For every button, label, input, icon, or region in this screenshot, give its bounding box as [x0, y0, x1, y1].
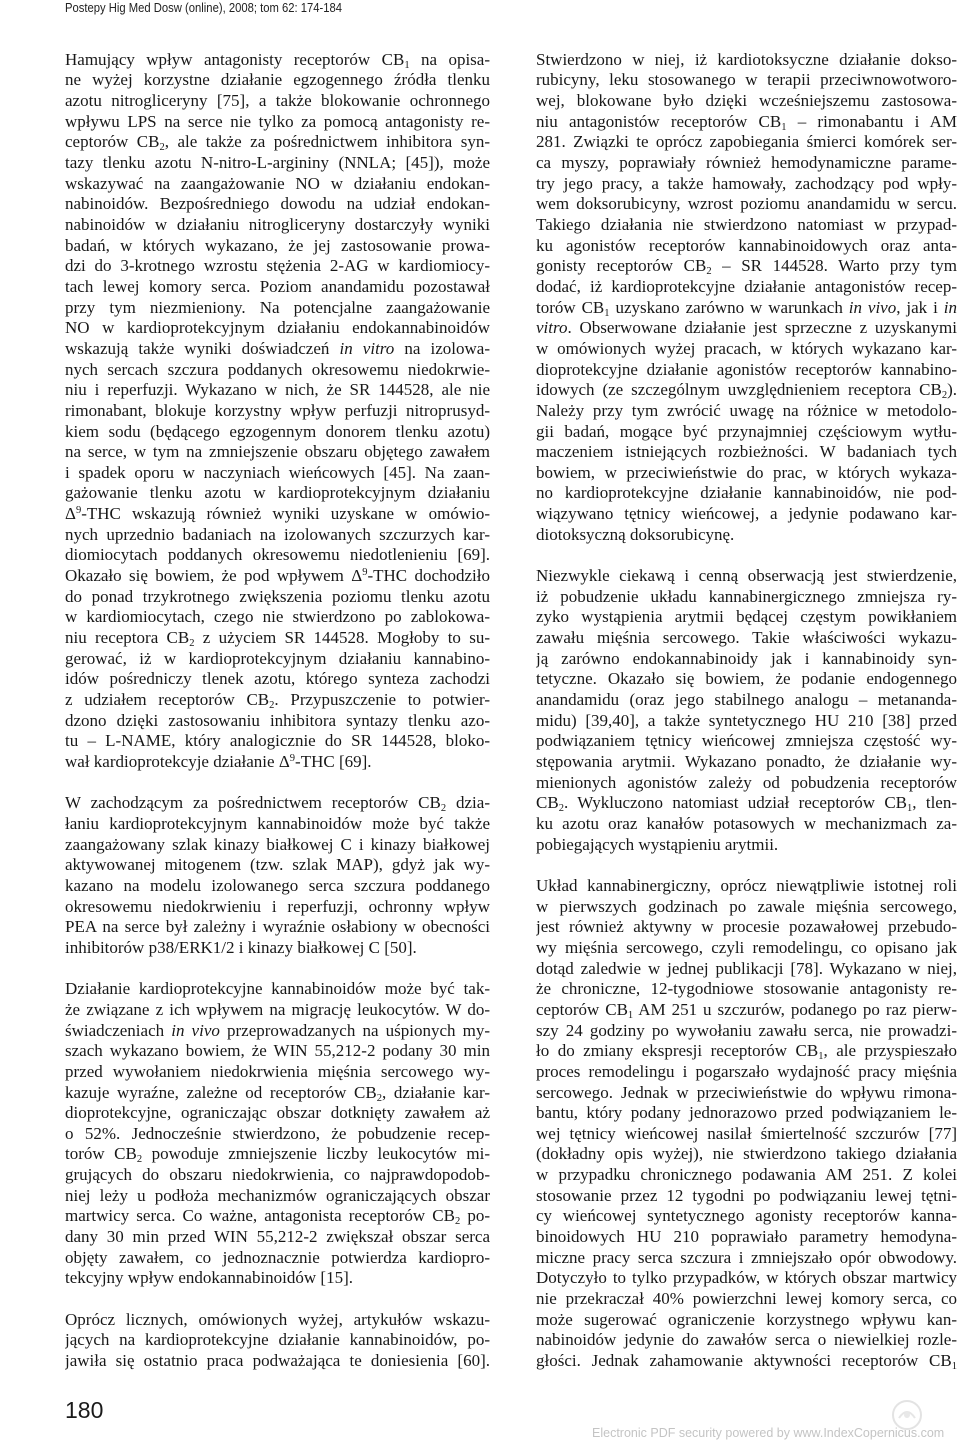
text-line: iż pobudzenie układu kannabinergicznego zmniejsza ry-: [536, 586, 957, 606]
text-line: na serce, w tym na zmniejszenie obszaru objętego zawałem: [65, 442, 490, 462]
text-line: nabinoidów w działaniu nitrogliceryny dostarczyły wyniki: [65, 214, 490, 234]
subscript: 1: [951, 1360, 957, 1372]
text-run: , ale przyspieszało: [823, 1041, 957, 1061]
text-line: tazy tlenku azotu N-nitro-L-argininy (NNLA; [45]), może: [65, 152, 490, 172]
text-line: inhibitorów p38/ERK1/2 i kinazy białkowej C [50].: [65, 937, 417, 957]
text-line: NO w kardioprotekcyjnym działaniu endokannabinoidów: [65, 318, 490, 338]
text-line: w omówionych wyżej pracach, w których wykazano kar-: [536, 338, 957, 358]
text-run: Hamujący wpływ antagonisty receptorów CB: [65, 49, 405, 69]
text-run: martwicy serca. Co ważne, antagonista receptorów CB: [65, 1206, 455, 1226]
text-run: , działanie kar-: [381, 1082, 490, 1102]
text-run: przeprowadzanych na uśpionych my-: [219, 1020, 490, 1040]
text-run: , jak i: [896, 297, 944, 317]
running-header: Postepy Hig Med Dosw (online), 2008; tom 62: 174-184: [65, 1, 343, 15]
page-number: 180: [65, 1397, 104, 1423]
text-line: [536, 1351, 957, 1372]
text-line: proces remodelingu i pogarszało wydajność pracy mięśnia: [536, 1061, 957, 1081]
text-line: mienionych agonistów zależy od pobudzenia receptorów: [536, 772, 957, 792]
text-line: dzono dzięki zastosowaniu inhibitora syntazy tlenku azo-: [65, 710, 490, 730]
text-run: gonisty receptorów CB: [536, 256, 707, 276]
text-line: rubicyny, leku stosowanego w terapii przeciwnowotworo-: [536, 70, 957, 90]
text-line: [65, 504, 490, 525]
text-line: [536, 1000, 957, 1021]
text-line: Niezwykle ciekawą i cenną obserwacją jest stwierdzenie,: [536, 566, 957, 586]
text-run: dzia-: [446, 793, 490, 813]
italic-term: in: [943, 297, 957, 317]
text-line: w pierwszych godzinach po zawale mięśnia sercowego,: [536, 896, 957, 916]
text-run: – rimonabantu i AM: [786, 111, 957, 131]
text-line: midu) [39,40], a także syntetycznego HU 210 [38] przed: [536, 710, 957, 730]
text-run: niu antagonistów receptorów CB: [536, 111, 782, 131]
subscript: 2: [558, 803, 564, 814]
text-line: objęty zawałem, co jednoznacznie potwierdza kardiopro-: [65, 1247, 490, 1267]
text-run: idowych (ze szczególnym uwzględnieniem receptora CB: [536, 380, 942, 400]
text-line: że chroniczne, 12-tygodniowe stosowanie antagonisty re-: [536, 979, 957, 999]
text-line: nabinoidów jedynie do zawałów serca o niewielkiej rozle-: [536, 1330, 957, 1350]
text-run: – SR 144528. Warto przy tym: [711, 256, 957, 276]
indexcopernicus-logo-icon: [890, 1398, 924, 1432]
text-line: przy tym niezmieniony. Na potencjalne zaangażowanie: [65, 297, 490, 317]
text-line: Takiego działania nie stwierdzono natomiast w przypad-: [536, 214, 957, 234]
text-line: rimonabant, blokuje korzystny wpływ perfuzji nitroprusyd-: [65, 400, 490, 420]
text-line: jest również aktywny w procesie pozawałowej przebudo-: [536, 917, 957, 937]
paragraph: [536, 566, 957, 855]
text-line: idów pośredniczy tlenek azotu, którego synteza zachodzi: [65, 669, 490, 689]
text-line: diomiocytach poddanych okresowemu niedotlenieniu [69].: [65, 545, 490, 565]
text-line: cy wieńcowej syntetycznego agonisty receptorów kanna-: [536, 1206, 957, 1226]
text-run: powoduje zmniejszenie liczby leukocytów mi-: [142, 1144, 490, 1164]
text-line: aktywowanej mitogenem (tzw. szlak MAP), gdyż jak wy-: [65, 855, 490, 875]
subscript: 2: [376, 1092, 382, 1104]
text-line: Stwierdzono w niej, iż kardiotoksyczne działanie dokso-: [536, 49, 957, 69]
text-line: łaniu kardioprotekcyjnym kannabinoidów może być także: [65, 813, 490, 833]
text-line: [536, 318, 957, 339]
subscript: 2: [136, 1154, 143, 1166]
text-line: Dotyczyło to tylko przypadków, w których obszar martwicy: [536, 1268, 957, 1288]
text-line: [65, 132, 490, 153]
text-line: stosowanie przez 12 tygodni po podwiązaniu lewej tętni-: [536, 1185, 957, 1205]
text-line: stępowania arytmii. Wykazano ponadto, że działanie wy-: [536, 752, 957, 771]
text-line: dioprotekcyjne, ograniczając obszar dotknięty zawałem aż: [65, 1103, 490, 1123]
text-run: Δ: [65, 504, 76, 524]
paragraph: [536, 876, 957, 1372]
text-line: o 52%. Jednocześnie stwierdzono, że pobudzenie recep-: [65, 1123, 490, 1143]
text-line: jących na kardioprotekcyjne działanie kannabinoidów, po-: [65, 1330, 490, 1350]
subscript: 1: [627, 1009, 634, 1021]
text-run: ceptorów CB: [536, 999, 628, 1019]
text-line: [536, 298, 957, 319]
subscript: 2: [941, 390, 948, 401]
text-run: . Wykluczono natomiast udział receptorów CB: [563, 793, 908, 813]
text-run: -THC wskazują również wyniki uzyskane w omówio-: [81, 504, 490, 524]
text-line: dodać, iż kardioprotekcyjne działanie antagonistów recep-: [536, 276, 957, 296]
subscript: 2: [706, 266, 712, 277]
text-line: okresowemu niedokrwieniu i reperfuzji, ochronny wpływ: [65, 896, 490, 916]
text-line: badań, w których wykazano, że jej zastosowanie prowa-: [65, 235, 490, 255]
text-run: na opisa-: [409, 49, 490, 69]
superscript: 9: [362, 567, 368, 579]
text-line: Oprócz licznych, omówionych wyżej, artykułów wskazu-: [65, 1309, 490, 1329]
text-line: 281. Związki te oprócz zapobiegania śmierci komórek ser-: [536, 132, 957, 152]
text-run: CB: [536, 793, 559, 813]
text-run: torów CB: [536, 297, 605, 317]
text-line: [536, 380, 957, 401]
text-line: tekcyjny wpływ endokannabinoidów [15].: [65, 1268, 353, 1288]
text-line: jawiła się ostatnio praca podważająca te doniesienia [60].: [65, 1351, 490, 1371]
text-line: zyko wystąpienia arytmii będącej częstym powikłaniem: [536, 607, 957, 627]
text-line: zawału mięśnia sercowego. Takie właściwości wykazu-: [536, 628, 957, 648]
italic-term: in vitro: [339, 338, 395, 358]
text-run: z użyciem SR 144528. Mogłoby to su-: [194, 628, 490, 648]
subscript: 1: [404, 59, 410, 71]
subscript: 2: [269, 699, 275, 711]
subscript: 2: [189, 638, 195, 649]
subscript: 2: [440, 803, 447, 814]
text-line: w kardiomiocytach, czego nie stwierdzono po zablokowa-: [65, 607, 490, 627]
text-run: -THC [69].: [295, 752, 372, 771]
text-line: Układ kannabinergiczny, oprócz niewątpliwie istotnej roli: [536, 875, 957, 895]
subscript: 1: [907, 803, 913, 814]
text-run: ło do zmiany ekspresji receptorów CB: [536, 1041, 819, 1061]
text-line: bantu, który podany jednorazowo przed podwiązaniem le-: [536, 1103, 957, 1123]
text-line: no kardioprotekcyjne działanie kannabinoidów, nie pod-: [536, 483, 957, 503]
watermark-text: Electronic PDF security powered by www.IndexCopernicus.com: [592, 1426, 945, 1440]
text-line: że związane z ich wpływem na migrację leukocytów. W do-: [65, 999, 490, 1019]
text-line: ca myszy, poprawiały również hemodynamiczne parame-: [536, 152, 957, 172]
text-line: zaangażowany szlak kinazy białkowej C i kinazy białkowej: [65, 834, 490, 854]
text-run: Okazało się bowiem, że pod wpływem Δ: [65, 566, 363, 586]
subscript: 1: [604, 307, 610, 319]
text-line: szy 24 godziny po wywołaniu zawału serca, nie prowadzi-: [536, 1020, 957, 1040]
text-line: (dokładny opis wyżej), nie stwierdzono takiego działania: [536, 1144, 957, 1164]
right-column: [536, 50, 957, 1372]
text-run: AM 251 u szczurów, podanego po raz pierw-: [633, 999, 957, 1019]
text-line: podwiązaniem tętnicy wieńcowej zmniejsza częstość wy-: [536, 731, 957, 751]
text-line: kiem sodu (będącego egzogennym donorem tlenku azotu): [65, 421, 490, 441]
text-line: nych sercach szczura poddanych okresowemu niedokrwie-: [65, 359, 490, 379]
text-line: wej tętnicy wieńcowej nasilał śmiertelność szczurów [77]: [536, 1123, 957, 1143]
text-line: [536, 112, 957, 133]
text-run: świadczeniach: [65, 1020, 172, 1040]
left-column: [65, 50, 490, 1372]
text-line: kazano na modelu izolowanego serca szczura poddanego: [65, 875, 490, 895]
text-line: niu i reperfuzji. Wykazano w nich, że SR 144528, ale nie: [65, 380, 490, 400]
text-run: kazuje wyraźne, zależne od receptorów CB: [65, 1082, 377, 1102]
text-run: z udziałem receptorów CB: [65, 690, 270, 710]
text-line: [536, 793, 957, 814]
text-run: niu receptora CB: [65, 628, 190, 648]
text-run: torów CB: [65, 1144, 137, 1164]
text-line: ku azotu oraz kanałów potasowych w mechanizmach za-: [536, 813, 957, 833]
subscript: 1: [818, 1051, 824, 1062]
text-line: [65, 793, 490, 814]
text-line: niej leży u podłoża mechanizmów ograniczających obszar: [65, 1185, 490, 1205]
text-line: nie przekraczał 40% powierzchni lewej komory serca, co: [536, 1289, 957, 1309]
text-line: dzi do 3-krotnego wzrostu stężenia 2-AG w kardiomiocy-: [65, 256, 490, 276]
text-run: po-: [460, 1206, 490, 1226]
text-run: . Przypuszczenie to potwier-: [274, 690, 490, 710]
text-line: wej, blokowane było dzięki wcześniejszemu zastosowa-: [536, 91, 957, 110]
text-line: do ponad trzykrotnego zwiększenia poziomu tlenku azotu: [65, 586, 490, 606]
superscript: 9: [289, 753, 296, 765]
text-line: bowiem, w przeciwieństwie do prac, w których wykaza-: [536, 462, 957, 482]
text-line: wpływu LPS na serce nie tylko za pomocą antagonisty re-: [65, 111, 490, 131]
italic-term: in vivo: [171, 1020, 220, 1040]
text-line: [65, 690, 490, 711]
text-run: . Obserwowane działanie jest sprzeczne z uzyskanymi: [567, 318, 957, 338]
text-run: ).: [947, 380, 957, 400]
italic-term: in vivo: [848, 297, 897, 317]
text-run: wskazują także wyniki doświadczeń: [65, 338, 340, 358]
text-line: sercowego. Jednak w przeciwieństwie do wpływu rimona-: [536, 1082, 957, 1102]
text-run: W zachodzącym za pośrednictwem receptorów CB: [65, 793, 441, 813]
text-line: [65, 1021, 490, 1042]
text-line: [536, 1041, 957, 1062]
text-line: [65, 339, 490, 360]
text-line: gażowanie tlenku azotu w kardioprotekcyjnym działaniu: [65, 483, 490, 503]
superscript: 9: [75, 505, 82, 517]
text-line: [65, 752, 490, 773]
text-line: wy mięśnia sercowego, czyli remodelingu, co opisano jak: [536, 937, 957, 957]
text-run: , tlen-: [912, 793, 957, 813]
text-line: PEA na serce był zależny i wyraźnie osłabiony w obecności: [65, 917, 490, 937]
text-line: przed wywołaniem niedokrwienia mięśnia sercowego wy-: [65, 1061, 490, 1081]
text-line: gerować, iż w kardioprotekcyjnym działaniu kannabino-: [65, 648, 490, 668]
text-line: Należy przy tym zwrócić uwagę na różnice w metodolo-: [536, 400, 957, 420]
text-line: Działanie kardioprotekcyjne kannabinoidów może być tak-: [65, 979, 490, 999]
subscript: 1: [781, 121, 787, 133]
paragraph: [65, 793, 490, 958]
text-line: anandamidu (oraz jego stabilnego analogu – metananda-: [536, 690, 957, 710]
text-line: azotu nitrogliceryny [75], a także blokowanie ochronnego: [65, 91, 490, 110]
text-line: dotąd zaledwie w jednej publikacji [78]. Wykazano w niej,: [536, 958, 957, 978]
text-line: wem doksorubicyny, wzrost poziomu anandamidu w sercu.: [536, 194, 957, 214]
text-line: gii badań, mogące być przynajmniej częściowym wytłu-: [536, 421, 957, 441]
text-line: [65, 628, 490, 649]
italic-term: vitro: [536, 318, 568, 338]
text-run: głości. Jednak zahamowanie aktywności receptorów CB: [536, 1351, 952, 1371]
text-line: tetyczne. Okazało się bowiem, że podanie endogennego: [536, 669, 957, 689]
text-run: ceptorów CB: [65, 132, 160, 152]
text-run: na izolowa-: [394, 338, 490, 358]
text-line: [65, 1206, 490, 1227]
text-line: nych uprzednio badaniach na izolowanych szczurzych kar-: [65, 524, 490, 544]
paragraph: [65, 979, 490, 1289]
text-line: ją zarówno endokannabinoidy jak i kannabinoidy syn-: [536, 648, 957, 668]
text-line: szach wykazano bowiem, że WIN 55,212-2 podany 30 min: [65, 1041, 490, 1061]
text-line: nabinoidów. Bezpośredniego dowodu na udział endokan-: [65, 194, 490, 214]
text-line: grujących do obszaru niedokrwienia, co najprawdopodob-: [65, 1165, 490, 1185]
text-line: [65, 1144, 490, 1165]
text-line: maczeniem istniejących rozbieżności. W badaniach tych: [536, 442, 957, 462]
text-line: tach lewej komory serca. Poziom anandamidu pozostawał: [65, 276, 490, 296]
text-line: ne wyżej korzystne działanie egzogennego źródła tlenku: [65, 70, 490, 90]
subscript: 2: [159, 142, 165, 153]
text-line: [65, 50, 490, 71]
text-line: binoidowych HU 210 poprawiało parametry hemodyna-: [536, 1227, 957, 1247]
text-line: [536, 256, 957, 277]
text-line: dioprotekcyjne działanie agonistów receptorów kannabino-: [536, 359, 957, 379]
text-line: miczne pracy serca szczura i zmniejszało opór obwodowy.: [536, 1247, 957, 1267]
text-line: wskazywać na zaangażowanie NO w działaniu endokan-: [65, 173, 490, 193]
paragraph: [65, 50, 490, 773]
paragraph: [65, 1310, 490, 1372]
text-run: , ale także za pośrednictwem inhibitora syn-: [164, 132, 490, 152]
text-line: wiązywano tętnicy wieńcowej, a jedynie podawano kar-: [536, 504, 957, 524]
text-run: wał kardioprotekcyje działanie Δ: [65, 752, 290, 771]
subscript: 2: [454, 1216, 461, 1228]
text-line: [65, 1083, 490, 1104]
text-line: dany 30 min przed WIN 55,212-2 zwiększał obszar serca: [65, 1227, 490, 1247]
text-line: i spadek oporu w naczyniach wieńcowych [45]. Na zaan-: [65, 462, 490, 482]
text-run: uzyskano zarówno w warunkach: [609, 297, 849, 317]
text-line: try jego pracy, a także hamowały, zachodzący pod wpły-: [536, 173, 957, 193]
text-line: diotoksyczną doksorubicynę.: [536, 524, 735, 544]
text-line: ku agonistów receptorów kannabinoidowych oraz anta-: [536, 235, 957, 255]
text-line: [65, 566, 490, 587]
text-run: -THC dochodziło: [367, 566, 490, 586]
text-line: tu – L-NAME, który analogicznie do SR 144528, bloko-: [65, 731, 490, 751]
text-line: pobiegających wystąpieniu arytmii.: [536, 834, 779, 854]
text-line: może sugerować ograniczenie korzystnego wpływu kan-: [536, 1309, 957, 1329]
text-line: w przypadku chronicznego podawania AM 251. Z kolei: [536, 1165, 957, 1185]
paragraph: [536, 50, 957, 546]
